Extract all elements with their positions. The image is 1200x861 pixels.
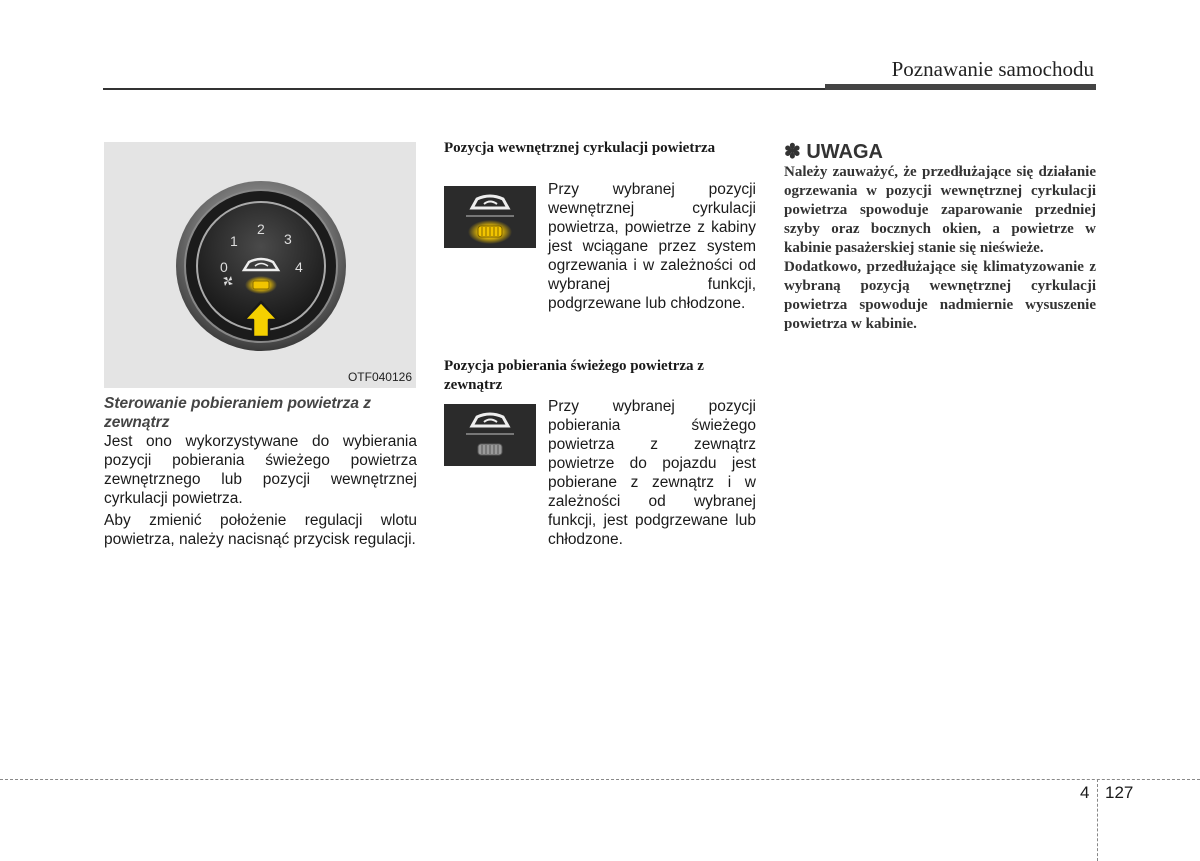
fresh-air-button-image (444, 404, 536, 466)
intake-control-section (104, 394, 417, 552)
note-paragraph-2: Dodatkowo, przedłużające się klimatyzowanie z wybraną pozycją wewnętrznej cyrkulacji powietrza spowoduje nadmiernie wysuszenie powietrza w kabinie. (784, 259, 1096, 332)
dial-number-3: 3 (284, 231, 292, 247)
header-rule (103, 88, 825, 90)
dial-number-0: 0 (220, 259, 228, 275)
recirc-button-illustration (444, 186, 536, 248)
figure-code: OTF040126 (347, 370, 412, 384)
recirc-indicator-light (253, 281, 269, 289)
note-body (784, 163, 1096, 334)
section-title: Poznawanie samochodu (891, 57, 1094, 81)
fresh-air-heading: Pozycja pobierania świeżego powietrza z zewnątrz (444, 358, 704, 393)
intake-dial-illustration (104, 142, 416, 388)
intake-control-subheading: Sterowanie pobieraniem powietrza z zewnątrz (104, 395, 372, 431)
header-rule-accent (825, 84, 1096, 90)
recirc-description: Przy wybranej pozycji wewnętrznej cyrkulacji powietrza, powietrze z kabiny jest wciągane przez system ogrzewania i w zależności od wybranej funkcji, podgrzewane lub chłodzone. (548, 181, 756, 312)
note-heading: ✽ UWAGA (784, 141, 883, 163)
footer-rule (0, 779, 1200, 780)
note-paragraph-1: Należy zauważyć, że przedłużające się działanie ogrzewania w pozycji wewnętrznej cyrkulacji powietrza spowoduje zaparowanie przedniej szyby oraz bocznych okien, a powietrze w kabinie pasażerskiej stanie się nieświeże. (784, 164, 1096, 256)
page-number: 127 (1105, 783, 1134, 802)
dial-number-1: 1 (230, 233, 238, 249)
chapter-number: 4 (1080, 783, 1090, 802)
fresh-air-button-illustration (444, 404, 536, 466)
recirc-button-image (444, 186, 536, 248)
intake-control-paragraph-2: Aby zmienić położenie regulacji wlotu powietrza, należy nacisnąć przycisk regulacji. (104, 512, 417, 548)
intake-control-paragraph-1: Jest ono wykorzystywane do wybierania pozycji pobierania świeżego powietrza zewnętrznego lub pozycji wewnętrznej cyrkulacji powietrza. (104, 433, 417, 507)
footer-divider (1097, 779, 1098, 861)
intake-control-figure (104, 142, 416, 388)
dial-number-4: 4 (295, 259, 303, 275)
fresh-air-description: Przy wybranej pozycji pobierania świeżego powietrza z zewnątrz powietrze do pojazdu jest pobierane z zewnątrz i w zależności od wybranej funkcji, jest podgrzewane lub chłodzone. (548, 398, 756, 548)
recirc-heading: Pozycja wewnętrznej cyrkulacji powietrza (444, 140, 716, 156)
dial-number-2: 2 (257, 221, 265, 237)
